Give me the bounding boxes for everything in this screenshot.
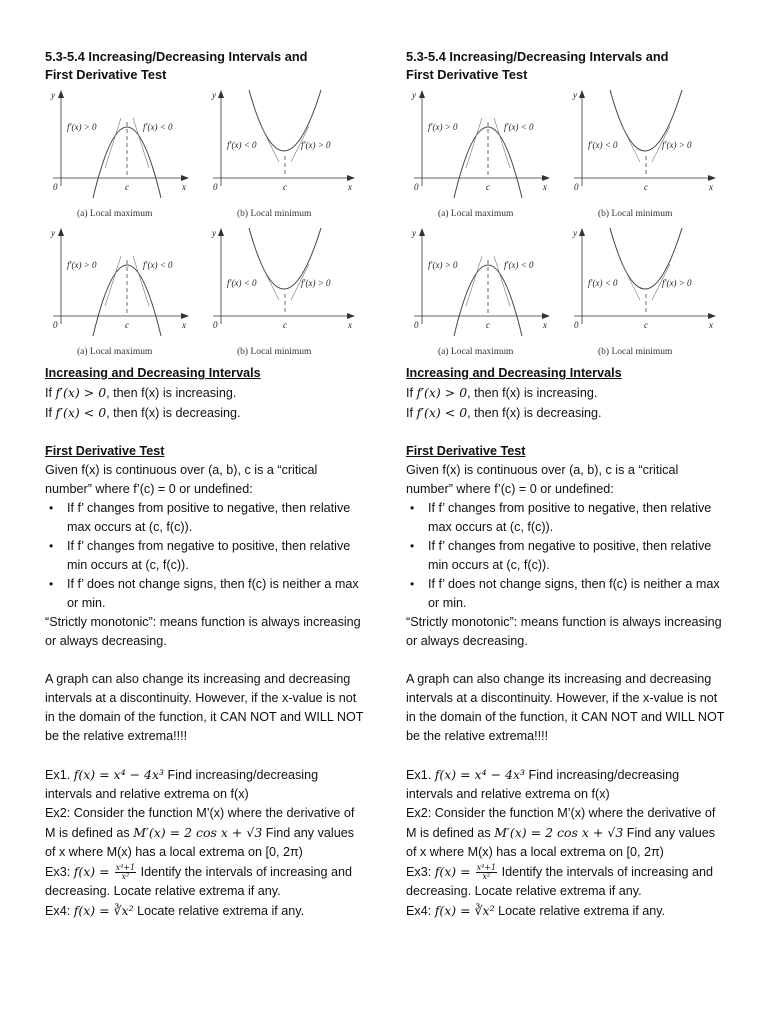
pos-label: f′(x) > 0 bbox=[67, 122, 97, 132]
figure-grid bbox=[45, 86, 361, 362]
pos-label: f′(x) > 0 bbox=[662, 140, 692, 150]
tangent-left bbox=[466, 256, 482, 306]
neg-label: f′(x) < 0 bbox=[588, 140, 618, 150]
discontinuity-note: A graph can also change its increasing and decreasing intervals at a discontinuity. However, if the x-value is not in the domain of the function, it CAN NOT and WILL NOT be the relative extrema!!!! bbox=[406, 672, 725, 743]
y-label: y bbox=[212, 228, 216, 238]
c-label: c bbox=[486, 182, 490, 192]
min-caption: (b) Local minimum bbox=[598, 209, 673, 219]
x-axis-arrow bbox=[542, 313, 550, 319]
x-axis-arrow bbox=[347, 313, 355, 319]
list-item: • If f’ does not change signs, then f(c) is neither a max or min. bbox=[428, 575, 728, 613]
pos-label: f′(x) > 0 bbox=[428, 122, 458, 132]
x-axis-arrow bbox=[708, 313, 716, 319]
fdt-heading: First Derivative Test bbox=[406, 444, 526, 458]
local-max-graph bbox=[406, 224, 556, 358]
x-axis-arrow bbox=[347, 175, 355, 181]
list-item: • If f’ changes from positive to negative, then relative max occurs at (c, f(c)). bbox=[428, 499, 728, 537]
local-max-graph bbox=[406, 86, 556, 220]
tangent-left bbox=[261, 264, 279, 300]
neg-label: f′(x) < 0 bbox=[504, 122, 534, 132]
figure-local-max-bottom bbox=[406, 224, 556, 358]
figure-local-min-bottom bbox=[211, 224, 361, 358]
x-label: x bbox=[543, 182, 547, 192]
x-label: x bbox=[709, 320, 713, 330]
decreasing-rule: If f′(x) < 0, then f(x) is decreasing. bbox=[45, 405, 241, 420]
tangent-left bbox=[105, 118, 121, 168]
neg-label: f′(x) < 0 bbox=[227, 278, 257, 288]
local-max-graph bbox=[45, 86, 195, 220]
y-label: y bbox=[573, 228, 577, 238]
dec-math: f′(x) < 0 bbox=[416, 405, 468, 420]
local-min-graph bbox=[572, 224, 722, 358]
example-3: Ex3: f(x) = $\frac{\text{x⁴+1}}{\text{x²}}$ Identify the intervals of increasing and decreasing. Locate relative extrema if any. bbox=[45, 863, 352, 898]
max-caption: (a) Local maximum bbox=[77, 209, 153, 219]
x-axis-arrow bbox=[181, 175, 189, 181]
neg-label: f′(x) < 0 bbox=[143, 260, 173, 270]
max-caption: (a) Local maximum bbox=[438, 209, 514, 219]
list-item: • If f’ does not change signs, then f(c) is neither a max or min. bbox=[67, 575, 367, 613]
x-axis-arrow bbox=[542, 175, 550, 181]
fraction: $\frac{\text{x⁴+1}}{\text{x²}}$ bbox=[115, 863, 136, 882]
example-2: Ex2: Consider the function M’(x) where the derivative of M is defined as M′(x) = 2 cos x + √3 Find any values of x where M(x) has a local extrema on [0, 2π) bbox=[406, 806, 716, 859]
dec-math: f′(x) < 0 bbox=[55, 405, 107, 420]
handout-column-left bbox=[45, 48, 367, 921]
figure-grid bbox=[406, 86, 722, 362]
increasing-rule: If f′(x) > 0, then f(x) is increasing. bbox=[406, 385, 598, 400]
y-axis-arrow bbox=[58, 90, 64, 98]
y-axis-arrow bbox=[218, 228, 224, 236]
x-axis-arrow bbox=[708, 175, 716, 181]
tangent-left bbox=[261, 126, 279, 162]
tangent-left bbox=[622, 126, 640, 162]
pos-label: f′(x) > 0 bbox=[67, 260, 97, 270]
c-label: c bbox=[283, 182, 287, 192]
figure-local-max-bottom bbox=[45, 224, 195, 358]
x-label: x bbox=[348, 320, 352, 330]
y-label: y bbox=[412, 90, 416, 100]
fdt-heading: First Derivative Test bbox=[45, 444, 165, 458]
figure-local-max-top bbox=[45, 86, 195, 220]
figure-local-min-top bbox=[572, 86, 722, 220]
y-label: y bbox=[212, 90, 216, 100]
example-1: Ex1. f(x) = x⁴ − 4x³ Find increasing/decreasing intervals and relative extrema on f(x) bbox=[406, 767, 680, 801]
list-item: • If f’ changes from positive to negative, then relative max occurs at (c, f(c)). bbox=[67, 499, 367, 537]
origin-label: 0 bbox=[53, 320, 58, 330]
fraction: $\frac{\text{x⁴+1}}{\text{x²}}$ bbox=[476, 863, 497, 882]
fdt-intro: Given f(x) is continuous over (a, b), c is a “critical number” where f’(c) = 0 or undefined: bbox=[406, 463, 679, 496]
origin-label: 0 bbox=[414, 320, 419, 330]
y-label: y bbox=[51, 228, 55, 238]
fdt-bullet-list bbox=[406, 499, 728, 613]
min-caption: (b) Local minimum bbox=[237, 209, 312, 219]
y-axis-arrow bbox=[218, 90, 224, 98]
example-4: Ex4: f(x) = ∛x² Locate relative extrema if any. bbox=[45, 903, 305, 918]
y-axis-arrow bbox=[58, 228, 64, 236]
c-label: c bbox=[283, 320, 287, 330]
pos-label: f′(x) > 0 bbox=[428, 260, 458, 270]
tangent-left bbox=[105, 256, 121, 306]
y-axis-arrow bbox=[579, 90, 585, 98]
handout-column-right bbox=[406, 48, 728, 921]
neg-label: f′(x) < 0 bbox=[227, 140, 257, 150]
title-line-1: 5.3-5.4 Increasing/Decreasing Intervals and bbox=[45, 49, 308, 64]
c-label: c bbox=[486, 320, 490, 330]
y-label: y bbox=[412, 228, 416, 238]
y-label: y bbox=[51, 90, 55, 100]
inc-dec-heading: Increasing and Decreasing Intervals bbox=[45, 366, 261, 380]
x-label: x bbox=[348, 182, 352, 192]
title-line-2: First Derivative Test bbox=[45, 67, 167, 82]
y-axis-arrow bbox=[419, 228, 425, 236]
title-line-2: First Derivative Test bbox=[406, 67, 528, 82]
example-2: Ex2: Consider the function M’(x) where the derivative of M is defined as M′(x) = 2 cos x + √3 Find any values of x where M(x) has a local extrema on [0, 2π) bbox=[45, 806, 355, 859]
max-caption: (a) Local maximum bbox=[77, 347, 153, 357]
x-label: x bbox=[543, 320, 547, 330]
tangent-left bbox=[622, 264, 640, 300]
pos-label: f′(x) > 0 bbox=[662, 278, 692, 288]
pos-label: f′(x) > 0 bbox=[301, 140, 331, 150]
min-caption: (b) Local minimum bbox=[237, 347, 312, 357]
figure-local-min-bottom bbox=[572, 224, 722, 358]
min-caption: (b) Local minimum bbox=[598, 347, 673, 357]
monotonic-note: “Strictly monotonic”: means function is always increasing or always decreasing. bbox=[406, 615, 722, 648]
list-item: • If f’ changes from negative to positive, then relative min occurs at (c, f(c)). bbox=[67, 537, 367, 575]
origin-label: 0 bbox=[53, 182, 58, 192]
list-item: • If f’ changes from negative to positive, then relative min occurs at (c, f(c)). bbox=[428, 537, 728, 575]
c-label: c bbox=[644, 320, 648, 330]
y-label: y bbox=[573, 90, 577, 100]
origin-label: 0 bbox=[574, 320, 579, 330]
origin-label: 0 bbox=[213, 320, 218, 330]
local-min-graph bbox=[211, 86, 361, 220]
c-label: c bbox=[125, 320, 129, 330]
neg-label: f′(x) < 0 bbox=[588, 278, 618, 288]
monotonic-note: “Strictly monotonic”: means function is always increasing or always decreasing. bbox=[45, 615, 361, 648]
local-min-graph bbox=[572, 86, 722, 220]
x-label: x bbox=[182, 182, 186, 192]
y-axis-arrow bbox=[419, 90, 425, 98]
neg-label: f′(x) < 0 bbox=[143, 122, 173, 132]
origin-label: 0 bbox=[213, 182, 218, 192]
neg-label: f′(x) < 0 bbox=[504, 260, 534, 270]
inc-dec-heading: Increasing and Decreasing Intervals bbox=[406, 366, 622, 380]
x-label: x bbox=[182, 320, 186, 330]
fdt-intro: Given f(x) is continuous over (a, b), c is a “critical number” where f’(c) = 0 or undefined: bbox=[45, 463, 318, 496]
local-min-graph bbox=[211, 224, 361, 358]
decreasing-rule: If f′(x) < 0, then f(x) is decreasing. bbox=[406, 405, 602, 420]
figure-local-min-top bbox=[211, 86, 361, 220]
max-caption: (a) Local maximum bbox=[438, 347, 514, 357]
origin-label: 0 bbox=[414, 182, 419, 192]
fdt-bullet-list bbox=[45, 499, 367, 613]
local-max-graph bbox=[45, 224, 195, 358]
y-axis-arrow bbox=[579, 228, 585, 236]
example-3: Ex3: f(x) = $\frac{\text{x⁴+1}}{\text{x²}}$ Identify the intervals of increasing and decreasing. Locate relative extrema if any. bbox=[406, 863, 713, 898]
c-label: c bbox=[125, 182, 129, 192]
x-axis-arrow bbox=[181, 313, 189, 319]
inc-math: f′(x) > 0 bbox=[416, 385, 468, 400]
origin-label: 0 bbox=[574, 182, 579, 192]
tangent-left bbox=[466, 118, 482, 168]
example-1: Ex1. f(x) = x⁴ − 4x³ Find increasing/decreasing intervals and relative extrema on f(x) bbox=[45, 767, 319, 801]
inc-math: f′(x) > 0 bbox=[55, 385, 107, 400]
c-label: c bbox=[644, 182, 648, 192]
figure-local-max-top bbox=[406, 86, 556, 220]
increasing-rule: If f′(x) > 0, then f(x) is increasing. bbox=[45, 385, 237, 400]
x-label: x bbox=[709, 182, 713, 192]
example-4: Ex4: f(x) = ∛x² Locate relative extrema if any. bbox=[406, 903, 666, 918]
pos-label: f′(x) > 0 bbox=[301, 278, 331, 288]
discontinuity-note: A graph can also change its increasing and decreasing intervals at a discontinuity. However, if the x-value is not in the domain of the function, it CAN NOT and WILL NOT be the relative extrema!!!! bbox=[45, 672, 364, 743]
title-line-1: 5.3-5.4 Increasing/Decreasing Intervals and bbox=[406, 49, 669, 64]
